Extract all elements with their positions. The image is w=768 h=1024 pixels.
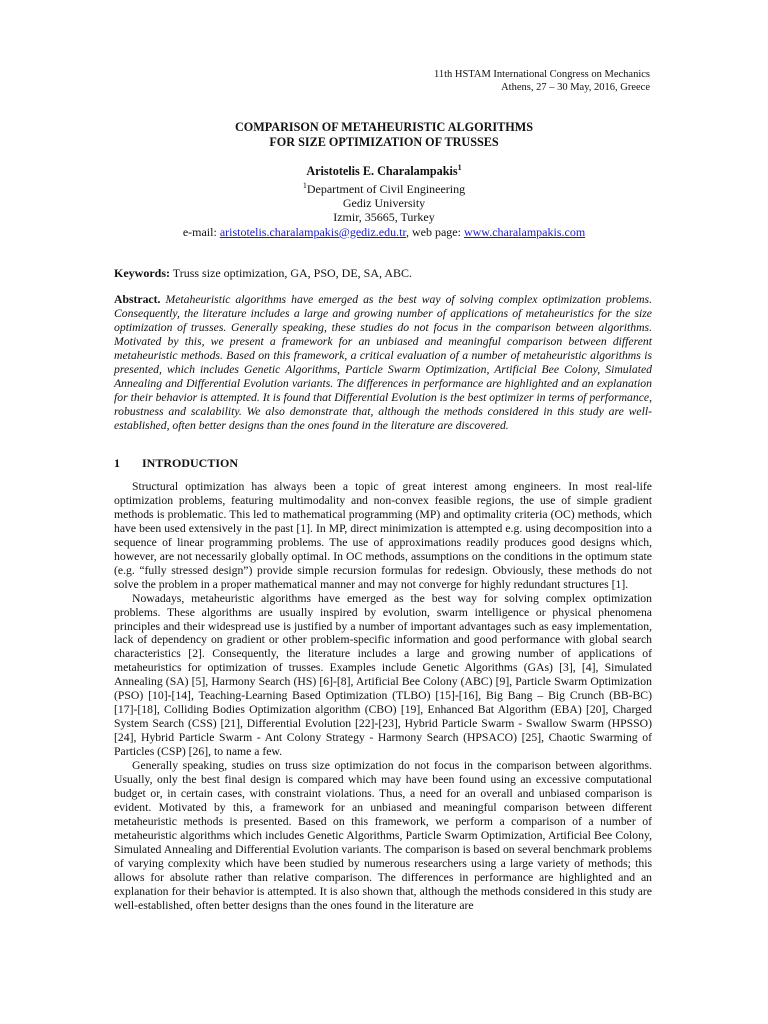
paper-title	[0, 120, 768, 149]
paragraph: Nowadays, metaheuristic algorithms have emerged as the best way for solving complex optimization problems. These algorithms are usually inspired by evolution, swarm intelligence or physical phenomena principles and their widespread use is justified by a number of important advantages such as easy implementation, lack of dependency on gradient or other problem-specific information and good performance with global search characteristics [2]. Consequently, the literature includes a large and growing number of applications of metaheuristics for optimization of trusses. Examples include Genetic Algorithms (GAs) [3], [4], Simulated Annealing (SA) [5], Harmony Search (HS) [6]-[8], Artificial Bee Colony (ABC) [9], Particle Swarm Optimization (PSO) [10]-[14], Teaching-Learning Based Optimization (TLBO) [15]-[16], Big Bang – Big Crunch (BB-BC) [17]-[18], Colliding Bodies Optimization algorithm (CBO) [19], Enhanced Bat Algorithm (EBA) [20], Charged System Search (CSS) [21], Differential Evolution [22]-[23], Hybrid Particle Swarm - Swallow Swarm (HPSSO) [24], Hybrid Particle Swarm - Ant Colony Strategy - Harmony Search (HPSACO) [25], Chaotic Swarming of Particles (CSP) [26], to name a few.	[114, 591, 652, 759]
conference-name: 11th HSTAM International Congress on Mechanics	[433, 69, 650, 80]
author-name: Aristotelis E. Charalampakis	[306, 164, 458, 178]
keywords	[114, 266, 412, 281]
section-heading-introduction	[114, 456, 238, 471]
paper-title-line-1: COMPARISON OF METAHEURISTIC ALGORITHMS	[234, 120, 534, 134]
keywords-text: Truss size optimization, GA, PSO, DE, SA, ABC.	[170, 266, 413, 280]
affiliation-department	[0, 182, 768, 196]
keywords-label: Keywords:	[114, 266, 170, 280]
paragraph: Generally speaking, studies on truss size optimization do not focus in the comparison between algorithms. Usually, only the best final design is compared which may have been found using an excessive computational budget or, in certain cases, with constraint violations. Thus, a need for an overall and unbiased comparison is evident. Motivated by this, a framework for an unbiased and meaningful comparison between different metaheuristic methods is presented. Based on this framework, we perform a comparison of a number of metaheuristic algorithms which includes Genetic Algorithms, Particle Swarm Optimization, Artificial Bee Colony, Simulated Annealing and Differential Evolution variants. The comparison is based on several benchmark problems of varying complexity which have been studied by numerous researchers using a large variety of methods; this allows for absolute rather than relative comparison. The differences in performance are highlighted and an explanation for their behavior is attempted. It is also shown that, although the methods considered in this study are well-established, often better designs than the ones found in the literature are	[114, 759, 652, 912]
web-label: , web page:	[405, 224, 464, 239]
abstract	[114, 293, 652, 433]
affiliation	[0, 182, 768, 239]
affiliation-contact	[0, 225, 768, 239]
abstract-text: Metaheuristic algorithms have emerged as the best way of solving complex optimization problems. Consequently, the literature includes a large and growing number of applications of metaheuristics for the size optimization of trusses. Generally speaking, these studies do not focus in the comparison between algorithms. Motivated by this, we present a framework for an unbiased and meaningful comparison between different metaheuristic methods. Based on this framework, a critical evaluation of a number of metaheuristic algorithms is presented, which includes Genetic Algorithms, Particle Swarm Optimization, Artificial Bee Colony, Simulated Annealing and Differential Evolution variants. The differences in performance are highlighted and an explanation for their behavior is attempted. It is found that Differential Evolution is the best optimizer in terms of performance, robustness and scalability. We also demonstrate that, although the methods considered in this study are well-established, often better designs than the ones found in the literature are discovered.	[114, 293, 652, 432]
section-title: INTRODUCTION	[142, 456, 239, 470]
introduction-body	[114, 480, 652, 913]
affiliation-city: Izmir, 35665, Turkey	[333, 210, 435, 225]
email-label: e-mail:	[182, 224, 220, 239]
conference-header	[434, 68, 650, 94]
web-page-link[interactable]: www.charalampakis.com	[463, 224, 586, 239]
affiliation-university: Gediz University	[342, 196, 426, 211]
paragraph: Structural optimization has always been a topic of great interest among engineers. In most real-life optimization problems, featuring multimodality and non-convex feasible regions, the use of simple gradient methods is problematic. This led to mathematical programming (MP) and optimality criteria (OC) methods, which have been used extensively in the past [1]. In MP, direct minimization is attempted e.g. using decomposition into a sequence of linear programming problems. The use of approximations readily produces good designs which, however, are not necessarily globally optimal. In OC methods, assumptions on the conditions in the optimum state (e.g. “fully stressed design”) provide simple recursion formulas for redesign. Obviously, these methods do not solve the problem in a proper mathematical manner and may not converge for highly redundant structures [1].	[114, 480, 652, 591]
abstract-label: Abstract.	[114, 293, 161, 306]
paper-title-line-2: FOR SIZE OPTIMIZATION OF TRUSSES	[269, 134, 499, 149]
email-link[interactable]: aristotelis.charalampakis@gediz.edu.tr	[219, 224, 406, 239]
affiliation-marker: 1	[302, 181, 307, 190]
section-number: 1	[114, 456, 120, 470]
conference-location-date: Athens, 27 – 30 May, 2016, Greece	[501, 82, 650, 93]
department-name: Department of Civil Engineering	[306, 182, 466, 196]
author-affiliation-marker: 1	[457, 162, 462, 172]
author	[0, 164, 768, 179]
